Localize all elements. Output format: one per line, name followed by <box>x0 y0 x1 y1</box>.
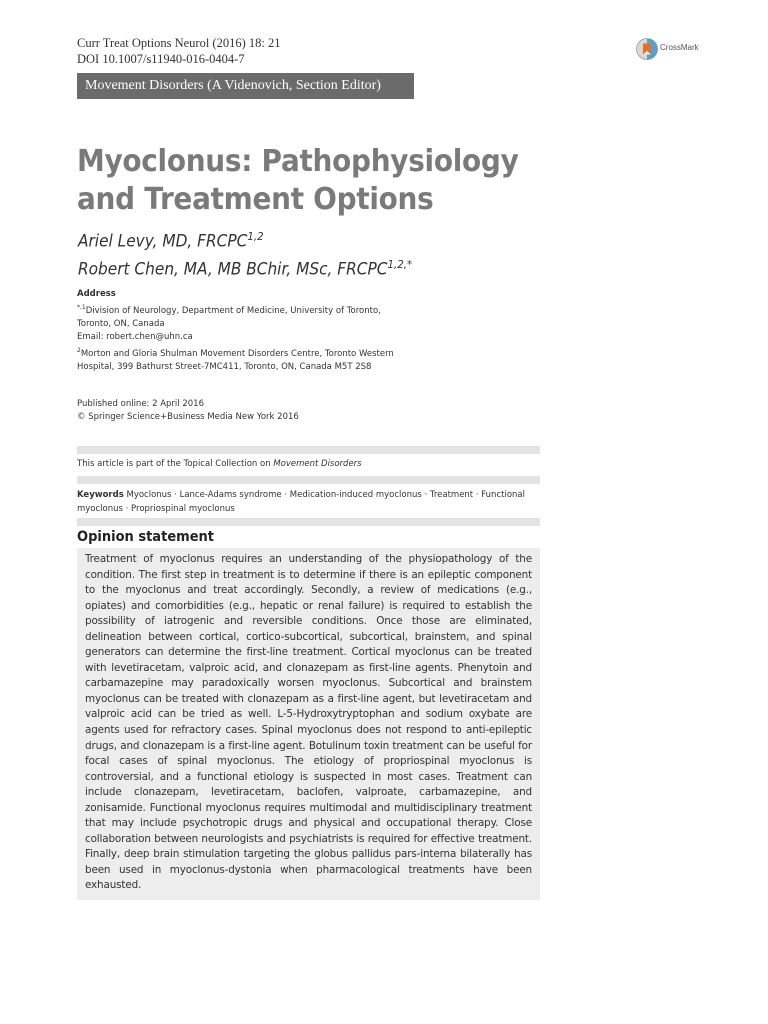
divider <box>77 446 540 454</box>
crossmark-icon <box>636 38 658 60</box>
doi-line[interactable]: DOI 10.1007/s11940-016-0404-7 <box>77 52 245 66</box>
crossmark-badge[interactable] <box>636 38 706 60</box>
author-1: Ariel Levy, MD, FRCPC$^{1,2}$ <box>78 230 264 251</box>
journal-line: Curr Treat Options Neurol (2016) 18: 21 <box>77 36 281 50</box>
keywords-label: Keywords <box>77 490 124 500</box>
copyright: © Springer Science+Business Media New York 2016 <box>77 412 299 422</box>
section-editor-banner: Movement Disorders (A Videnovich, Section Editor) <box>77 73 414 99</box>
article-title: Myoclonus: Pathophysiology and Treatment Options <box>77 144 519 217</box>
divider <box>77 518 540 526</box>
author-1-affiliation: 1,2 <box>247 230 264 243</box>
author-2: Robert Chen, MA, MB BChir, MSc, $FRCPC^{1,2,*}$ <box>78 257 413 278</box>
keywords <box>77 488 540 516</box>
publication-info <box>77 398 299 424</box>
contact-email[interactable]: Email: robert.chen@uhn.ca <box>77 331 193 342</box>
divider <box>77 476 540 484</box>
journal-citation <box>77 35 280 67</box>
published-online: Published online: 2 April 2016 <box>77 399 204 409</box>
author-list <box>78 225 412 280</box>
crossmark-label: CrossMark <box>660 43 699 52</box>
address-block <box>77 288 407 374</box>
opinion-statement-text: Treatment of myoclonus requires an understanding of the physiopathology of the condition. The first step in treatment is to determine if there is an epileptic component to the myoclonus and treat accordingly. Secondly, a review of medications (e.g., opiates) and comorbidities (e.g., hepatic or renal failure) is required to establish the possibility of iatrogenic and reversible conditions. Once those are eliminated, delineation between cortical, cortico-subcortical, subcortical, brainstem, and spinal generators can determine the first-line treatment. Cortical myoclonus can be treated with levetiracetam, valproic acid, and clonazepam as first-line agents. Phenytoin and carbamazepine may paradoxically worsen myoclonus. Subcortical and brainstem myoclonus can be treated with clonazepam as a first-line agent, but levetiracetam and valproic acid can be tried as well. L-5-Hydroxytryptophan and sodium oxybate are agents used for refractory cases. Spinal myoclonus does not respond to anti-epileptic drugs, and clonazepam is a first-line agent. Botulinum toxin treatment can be useful for focal cases of spinal myoclonus. The etiology of propriospinal myoclonus is controversial, and a functional etiology is suspected in most cases. Treatment can include clonazepam, levetiracetam, baclofen, valproate, carbamazepine, and zonisamide. Functional myoclonus requires multimodal and multidisciplinary treatment that may include psychotropic drugs and physical and occupational therapy. Close collaboration between neurologists and psychiatrists is required for effective treatment. Finally, deep brain stimulation targeting the globus pallidus pars-interna bilaterally has been used in myoclonus-dystonia when pharmacological treatments have been exhausted. <box>85 553 532 892</box>
keywords-list: Myoclonus · Lance-Adams syndrome · Medication-induced myoclonus · Treatment · Functional myoclonus · Propriospinal myoclonus <box>77 490 525 514</box>
opinion-statement-box <box>77 548 540 900</box>
opinion-statement-heading: Opinion statement <box>77 529 215 545</box>
address-label: Address <box>77 289 116 299</box>
topical-collection-note: This article is part of the Topical Collection on Movement Disorders <box>77 459 362 469</box>
affiliation-2: $^2$Morton and Gloria Shulman Movement Disorders Centre, Toronto Western Hospital, 399 Bathurst Street-7MC411, Toronto, ON, Canada M5T 2S8 <box>77 346 394 372</box>
topical-collection-name: Movement Disorders <box>273 459 362 469</box>
author-2-affiliation: 1,2,* <box>387 257 413 271</box>
affiliation-1: $^{*,1}$Division of Neurology, Department of Medicine, University of Toronto, Toronto, ON, Canada <box>77 304 381 329</box>
